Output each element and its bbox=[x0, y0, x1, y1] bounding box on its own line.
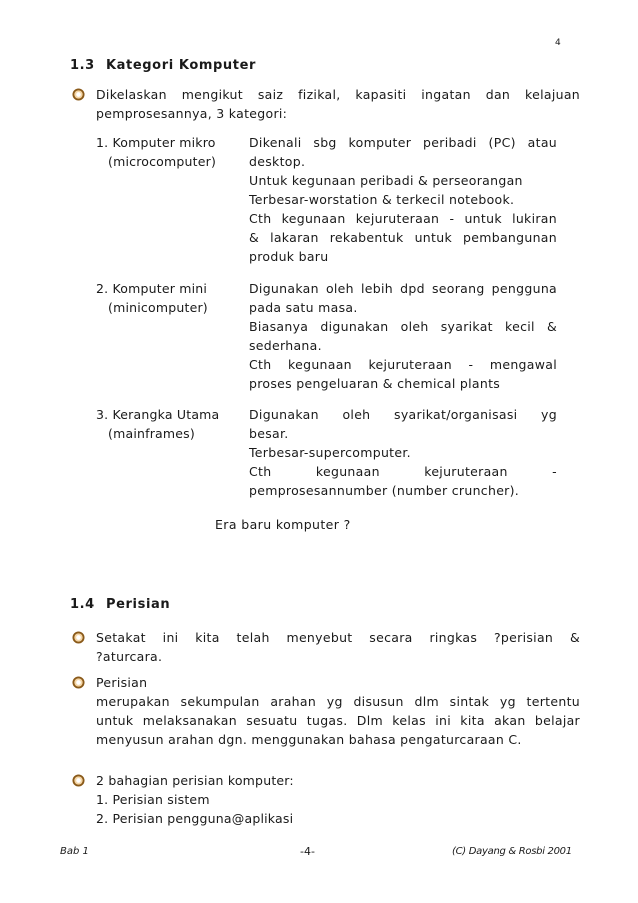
desc-line: pada satu masa. bbox=[249, 300, 358, 315]
category-1-description bbox=[249, 133, 557, 266]
desc-line: pemprosesannumber (number cruncher). bbox=[249, 483, 520, 498]
ring-bullet-icon bbox=[72, 631, 85, 644]
desc-line: Cth kegunaan kejuruteraan - bbox=[249, 464, 557, 479]
desc-line: Untuk kegunaan peribadi & perseorangan bbox=[249, 173, 523, 188]
desc-line: Cth kegunaan kejuruteraan - untuk lukiran bbox=[249, 211, 557, 226]
ring-bullet-icon bbox=[72, 774, 85, 787]
desc-line: Dikenali sbg komputer peribadi (PC) atau bbox=[249, 135, 557, 150]
desc-line: Digunakan oleh syarikat/organisasi yg bbox=[249, 407, 557, 422]
section-number: 1.3 bbox=[70, 58, 95, 73]
footer-page-number: -4- bbox=[300, 845, 315, 858]
para-line: merupakan sekumpulan arahan yg disusun dlm sintak yg tertentu bbox=[96, 694, 580, 709]
category-sub-label: (minicomputer) bbox=[108, 300, 208, 315]
section-heading-1-4 bbox=[70, 597, 170, 612]
bullet-paragraph-1 bbox=[96, 628, 580, 666]
para-line: Perisian bbox=[96, 675, 148, 690]
desc-line: Biasanya digunakan oleh syarikat kecil & bbox=[249, 319, 557, 334]
ring-bullet-icon bbox=[72, 88, 85, 101]
desc-line: produk baru bbox=[249, 249, 329, 264]
desc-line: Digunakan oleh lebih dpd seorang pengguna bbox=[249, 281, 557, 296]
section-number: 1.4 bbox=[70, 597, 95, 612]
desc-line: besar. bbox=[249, 426, 289, 441]
para-line: ?aturcara. bbox=[96, 649, 163, 664]
para-line: untuk melaksanakan sesuatu tugas. Dlm kelas ini kita akan belajar bbox=[96, 713, 580, 728]
ring-bullet-icon bbox=[72, 676, 85, 689]
para-line: Setakat ini kita telah menyebut secara ringkas ?perisian & bbox=[96, 630, 580, 645]
desc-line: desktop. bbox=[249, 154, 306, 169]
bullet-paragraph-3 bbox=[96, 771, 294, 828]
desc-line: Cth kegunaan kejuruteraan - mengawal bbox=[249, 357, 557, 372]
category-sub-label: (microcomputer) bbox=[108, 154, 217, 169]
footer-copyright: (C) Dayang & Rosbi 2001 bbox=[452, 846, 572, 857]
category-1-name bbox=[96, 133, 236, 171]
category-label: 1. Komputer mikro bbox=[96, 135, 216, 150]
desc-line: & lakaran rekabentuk untuk pembangunan bbox=[249, 230, 557, 245]
desc-line: Terbesar-worstation & terkecil notebook. bbox=[249, 192, 515, 207]
footer-chapter: Bab 1 bbox=[60, 846, 89, 857]
bullet-paragraph-2 bbox=[96, 673, 580, 749]
category-2-description bbox=[249, 279, 557, 393]
para-line: 2 bahagian perisian komputer: bbox=[96, 773, 294, 788]
list-item: 1. Perisian sistem bbox=[96, 792, 210, 807]
section-title: Perisian bbox=[106, 597, 171, 612]
desc-line: Terbesar-supercomputer. bbox=[249, 445, 411, 460]
desc-line: sederhana. bbox=[249, 338, 322, 353]
intro-line-2: pemprosesannya, 3 kategori: bbox=[96, 106, 288, 121]
category-2-name bbox=[96, 279, 236, 317]
question-text: Era baru komputer ? bbox=[215, 517, 351, 532]
section-heading-1-3 bbox=[70, 58, 256, 73]
intro-line-1: Dikelaskan mengikut saiz fizikal, kapasiti ingatan dan kelajuan bbox=[96, 87, 580, 102]
para-line: menyusun arahan dgn. menggunakan bahasa pengaturcaraan C. bbox=[96, 732, 522, 747]
category-label: 3. Kerangka Utama bbox=[96, 407, 220, 422]
category-sub-label: (mainframes) bbox=[108, 426, 195, 441]
list-item: 2. Perisian pengguna@aplikasi bbox=[96, 811, 294, 826]
category-3-name bbox=[96, 405, 236, 443]
desc-line: proses pengeluaran & chemical plants bbox=[249, 376, 501, 391]
category-label: 2. Komputer mini bbox=[96, 281, 208, 296]
category-3-description bbox=[249, 405, 557, 500]
intro-paragraph bbox=[96, 85, 580, 123]
page-number: 4 bbox=[555, 38, 561, 48]
section-title: Kategori Komputer bbox=[106, 58, 257, 73]
